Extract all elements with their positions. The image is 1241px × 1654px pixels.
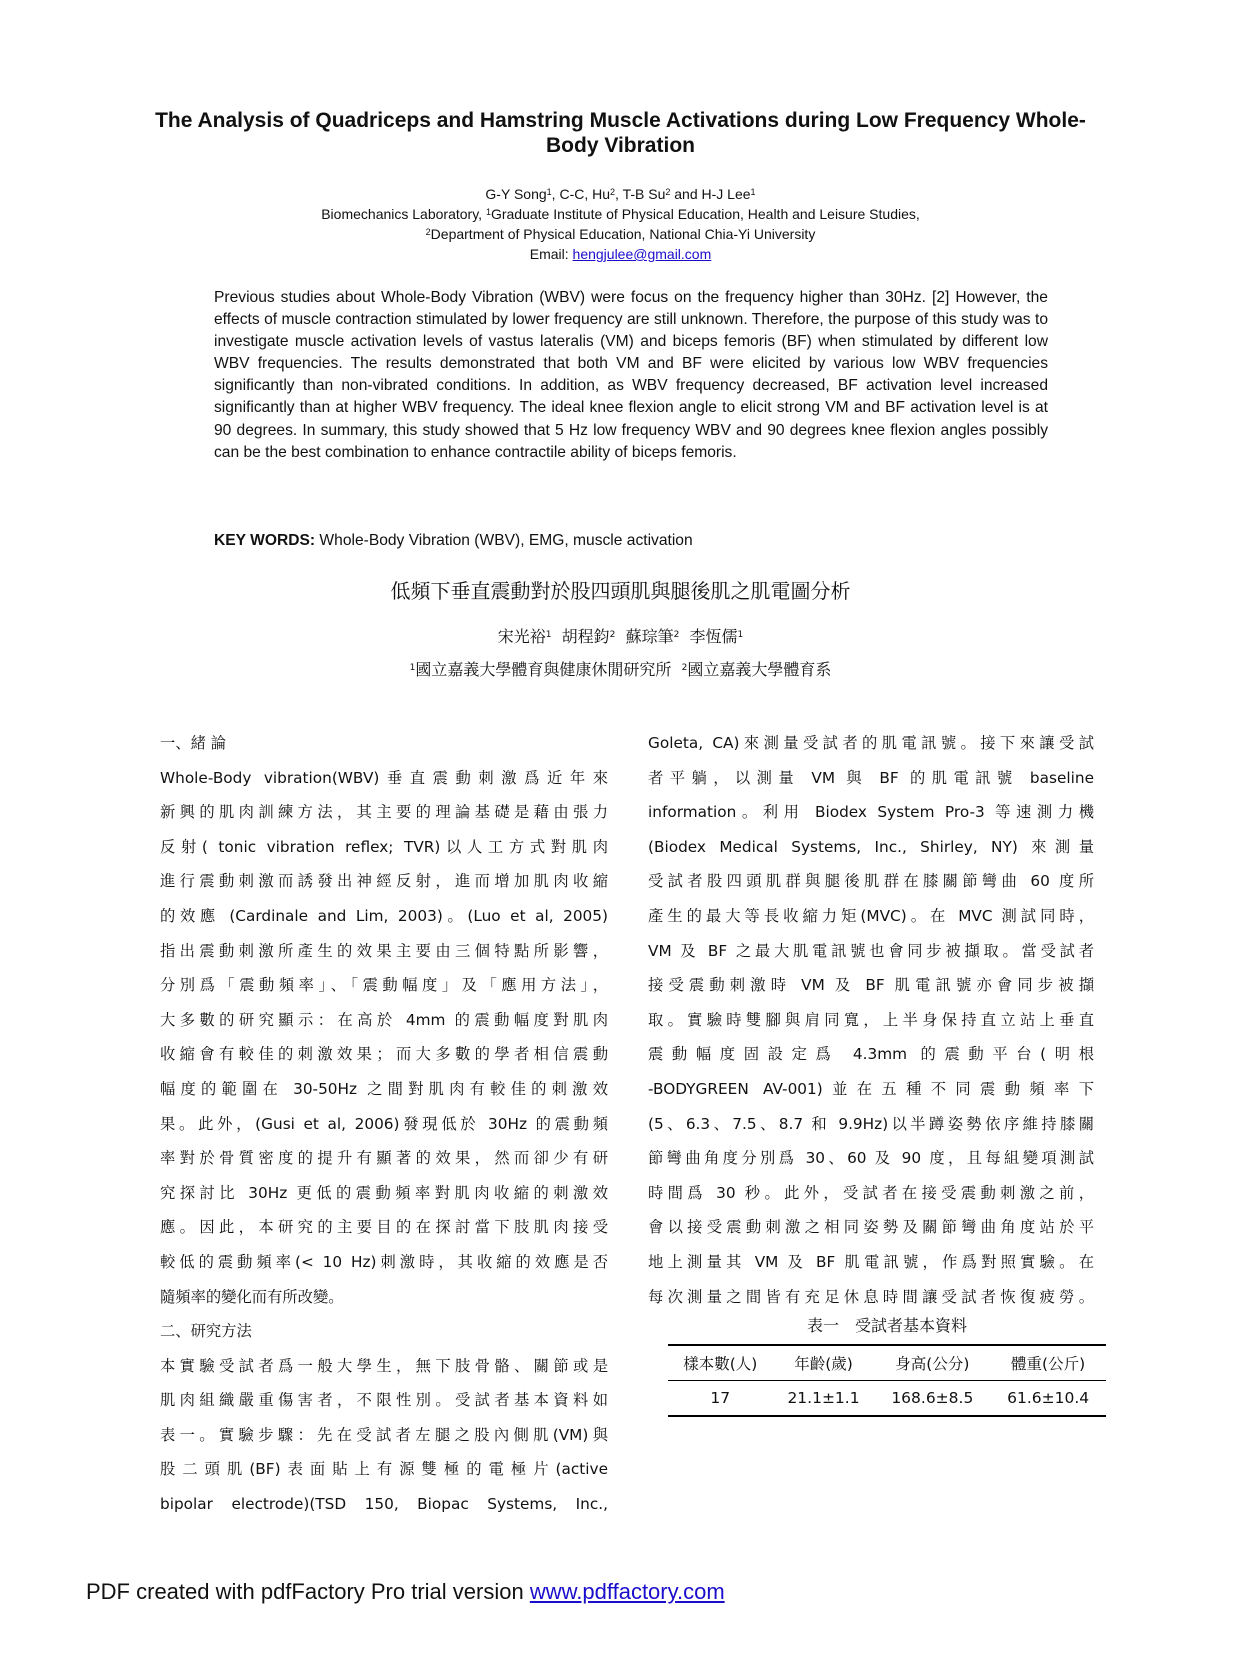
author-affil-mark: 1 [750, 187, 756, 197]
body-line: 率對於骨質密度的提升有顯著的效果，然而卻少有研 [160, 1149, 608, 1168]
section-heading: 一、緒 論 [160, 734, 227, 752]
lab-name: Biomechanics Laboratory, [321, 206, 483, 222]
body-line: 的效應 (Cardinale and Lim, 2003)。(Luo et al, 2005) [160, 906, 608, 925]
body-line: 新興的肌肉訓練方法，其主要的理論基礎是藉由張力 [160, 803, 608, 822]
table-row [668, 1381, 1106, 1417]
chinese-affiliation [150, 659, 1091, 681]
body-line: 震動幅度固設定爲 4.3mm 的震動平台(明根 [648, 1045, 1094, 1064]
table-cell: 61.6±10.4 [1007, 1389, 1090, 1407]
body-line: 較低的震動頻率(< 10 Hz)刺激時，其收縮的效應是否 [160, 1252, 608, 1271]
author-affil-mark: 1 [546, 187, 552, 197]
affil-mark: 2 [681, 663, 688, 673]
chinese-author-list [150, 626, 1091, 648]
body-line: information。利用 Biodex System Pro-3 等速測力機 [648, 803, 1094, 822]
paper-title: The Analysis of Quadriceps and Hamstring Muscle Activations during Low Frequency Whole-Body Vibration [155, 109, 1086, 157]
table-header-cell: 身高(公分) [895, 1355, 970, 1373]
affil-mark: 1 [409, 663, 416, 673]
body-line: 表一。實驗步驟：先在受試者左腿之股內側肌(VM)與 [160, 1425, 608, 1444]
author-affil-mark: 2 [665, 187, 671, 197]
keywords-text: Whole-Body Vibration (WBV), EMG, muscle activation [319, 532, 693, 549]
table-cell: 17 [710, 1389, 731, 1407]
chinese-author-name: 胡程鈞 [561, 627, 610, 646]
body-line: 地上測量其 VM 及 BF 肌電訊號，作爲對照實驗。在 [648, 1252, 1094, 1271]
section-heading: 二、研究方法 [160, 1322, 252, 1341]
email-label: Email: [529, 246, 569, 262]
body-line: 產生的最大等長收縮力矩(MVC)。在 MVC 測試同時， [648, 906, 1094, 925]
abstract-text: Previous studies about Whole-Body Vibration (WBV) were focus on the frequency higher than 30Hz. [2] However, the effects of muscle contraction stimulated by lower frequency are still unknown. Therefore, the purpose of this study was to investigate muscle activation levels of vastus lateralis (VM) and biceps femoris (BF) when stimulated by different low WBV frequencies. The results demonstrated that both VM and BF were elicited by various low WBV frequencies significantly than non-vibrated conditions. In addition, as WBV frequency decreased, BF activation level increased significantly than at higher WBV frequency. The ideal knee flexion angle to elicit strong VM and BF activation level is at 90 degrees. In summary, this study showed that 5 Hz low frequency WBV and 90 degrees knee flexion angles possibly can be the best combination to enhance contractile ability of biceps femoris. [214, 289, 1048, 461]
author-conjunction: and [674, 186, 698, 202]
author-name: C-C, Hu [559, 186, 611, 202]
keywords-label: KEY WORDS: [214, 532, 316, 549]
body-line: 果。此外，(Gusi et al, 2006)發現低於 30Hz 的震動頻 [160, 1114, 608, 1133]
footer-text: PDF created with pdfFactory Pro trial version [86, 1579, 524, 1604]
body-line: 節彎曲角度分別爲 30、60 及 90 度，且每組變項測試 [648, 1149, 1094, 1168]
author-affil-mark: 2 [610, 187, 616, 197]
affil-text: 國立嘉義大學體育與健康休閒研究所 [415, 660, 672, 679]
body-line: 取。實驗時雙腳與肩同寬，上半身保持直立站上垂直 [648, 1010, 1094, 1029]
affil-mark: 2 [425, 227, 431, 237]
author-affil-mark: 2 [609, 630, 616, 640]
body-line: 股二頭肌(BF)表面貼上有源雙極的電極片(active [160, 1460, 608, 1479]
body-line: 本實驗受試者爲一般大學生，無下肢骨骼、關節或是 [160, 1356, 608, 1375]
affil-text: Graduate Institute of Physical Education, Health and Leisure Studies, [490, 206, 920, 222]
body-line: 大多數的研究顯示：在高於 4mm 的震動幅度對肌肉 [160, 1010, 608, 1029]
pdf-footer [86, 1578, 725, 1606]
body-line: 指出震動刺激所產生的效果主要由三個特點所影響， [160, 941, 608, 960]
affiliation-line-2 [150, 224, 1091, 244]
body-line: 究探討比 30Hz 更低的震動頻率對肌肉收縮的刺激效 [160, 1183, 608, 1202]
keywords-line [214, 530, 1048, 552]
body-line: 受試者股四頭肌群與腿後肌群在膝關節彎曲 60 度所 [648, 872, 1094, 891]
affiliation-line-1 [150, 204, 1091, 224]
body-line: 分別爲「震動頻率」、「震動幅度」及「應用方法」， [160, 976, 608, 995]
author-name: H-J Lee [701, 186, 751, 202]
subject-data-table [668, 1344, 1106, 1417]
body-line: 接受震動刺激時 VM 及 BF 肌電訊號亦會同步被擷 [648, 976, 1094, 995]
body-line: 幅度的範圍在 30-50Hz 之間對肌肉有較佳的刺激效 [160, 1079, 608, 1098]
affil-mark: 1 [485, 207, 491, 217]
table-cell: 21.1±1.1 [787, 1389, 860, 1407]
author-list: G-Y Song$^1$, C-C, Hu$^2$, T-B Su$^2$ and H-J Lee$^1$ [485, 186, 756, 202]
body-line: VM 及 BF 之最大肌電訊號也會同步被擷取。當受試者 [648, 941, 1094, 960]
body-line: -BODYGREEN AV-001)並在五種不同震動頻率下 [648, 1079, 1094, 1098]
author-affil-mark: 2 [673, 630, 680, 640]
table-header-cell: 體重(公斤) [1011, 1355, 1086, 1373]
body-line: 進行震動刺激而誘發出神經反射，進而增加肌肉收縮 [160, 872, 608, 891]
author-name: G-Y Song [485, 186, 547, 202]
author-affil-mark: 1 [545, 630, 552, 640]
table-cell: 168.6±8.5 [891, 1389, 974, 1407]
body-line: 反射( tonic vibration reflex; TVR)以人工方式對肌肉 [160, 837, 608, 856]
body-line: bipolar electrode)(TSD 150, Biopac Systems, Inc., [160, 1495, 608, 1514]
email-line [150, 244, 1091, 264]
right-text-column [648, 726, 1094, 1314]
body-line: 每次測量之間皆有充足休息時間讓受試者恢復疲勞。 [648, 1287, 1094, 1306]
table-header-row [668, 1345, 1106, 1381]
affil-text: Department of Physical Education, National Chia-Yi University [430, 226, 816, 242]
body-line: (Biodex Medical Systems, Inc., Shirley, NY) 來測量 [648, 837, 1094, 856]
footer-link[interactable]: www.pdffactory.com [529, 1579, 725, 1604]
body-line: Goleta, CA)來測量受試者的肌電訊號。接下來讓受試 [648, 734, 1094, 752]
affil-text: 國立嘉義大學體育系 [687, 660, 832, 679]
table-header-cell: 樣本數(人) [683, 1355, 758, 1373]
body-line: 隨頻率的變化而有所改變。 [160, 1287, 344, 1306]
body-line: Whole-Body vibration(WBV)垂直震動刺激爲近年來 [160, 768, 608, 787]
table-header-cell: 年齡(歲) [794, 1355, 853, 1373]
chinese-author-name: 李恆儒 [689, 627, 738, 646]
abstract [214, 287, 1048, 464]
body-line: 會以接受震動刺激之相同姿勢及關節彎曲角度站於平 [648, 1218, 1094, 1237]
table-caption: 表一 受試者基本資料 [806, 1316, 967, 1335]
body-line: 者平躺，以測量 VM 與 BF 的肌電訊號 baseline [648, 768, 1094, 787]
chinese-author-name: 宋光裕 [497, 627, 546, 646]
body-line: (5、6.3、7.5、8.7 和 9.9Hz)以半蹲姿勢依序維持膝關 [648, 1114, 1094, 1133]
body-line: 收縮會有較佳的刺激效果；而大多數的學者相信震動 [160, 1045, 608, 1064]
email-link[interactable]: hengjulee@gmail.com [572, 246, 712, 262]
chinese-title: 低頻下垂直震動對於股四頭肌與腿後肌之肌電圖分析 [390, 579, 851, 603]
body-line: 應。因此，本研究的主要目的在探討當下肢肌肉接受 [160, 1218, 608, 1237]
body-line: 時間爲 30 秒。此外，受試者在接受震動刺激之前， [648, 1183, 1094, 1202]
author-affil-mark: 1 [737, 630, 744, 640]
left-text-column [160, 726, 608, 1522]
body-line: 肌肉組織嚴重傷害者，不限性別。受試者基本資料如 [160, 1391, 608, 1410]
author-name: T-B Su [622, 186, 666, 202]
chinese-author-name: 蘇琮筆 [625, 627, 674, 646]
